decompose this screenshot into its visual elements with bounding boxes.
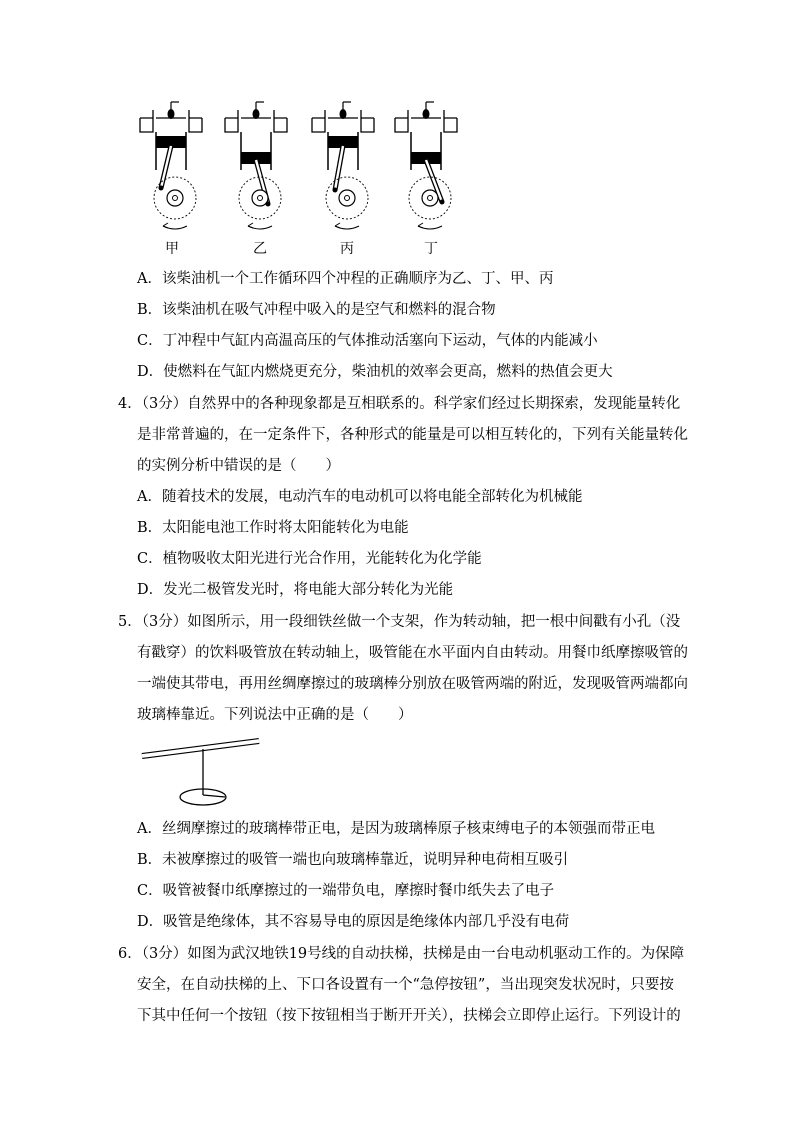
q4-option-a: A．随着技术的发展，电动汽车的电动机可以将电能全部转化为机械能 xyxy=(137,489,583,505)
q3-option-a: A．该柴油机一个工作循环四个冲程的正确顺序为乙、丁、甲、丙 xyxy=(137,271,554,287)
q5-option-b: B．未被摩擦过的吸管一端也向玻璃棒靠近，说明异种电荷相互吸引 xyxy=(137,852,569,868)
engine-strokes-figure xyxy=(135,98,465,260)
q4-stem-line-2: 是非常普遍的，在一定条件下，各种形式的能量是可以相互转化的，下列有关能量转化 xyxy=(137,427,688,443)
engine-label-bing: 丙 xyxy=(340,241,354,257)
q3-option-c: C．丁冲程中气缸内高温高压的气体推动活塞向下运动，气体的内能减小 xyxy=(137,333,598,349)
q6-stem-line-2: 安全，在自动扶梯的上、下口各设置有一个“急停按钮”，当出现突发状况时，只要按 xyxy=(137,977,674,993)
q4-option-d: D．发光二极管发光时，将电能大部分转化为光能 xyxy=(137,582,454,598)
q4-option-c: C．植物吸收太阳光进行光合作用，光能转化为化学能 xyxy=(137,551,482,567)
engine-yi xyxy=(225,102,287,229)
q5-stem-line-4: 玻璃棒靠近。下列说法中正确的是（ ） xyxy=(137,707,413,723)
q5-option-c: C．吸管被餐巾纸摩擦过的一端带负电，摩擦时餐巾纸失去了电子 xyxy=(137,883,555,899)
q6-stem-line-1: 6．（3分）如图为武汉地铁19号线的自动扶梯，扶梯是由一台电动机驱动工作的。为保障 xyxy=(118,946,685,962)
engine-ding xyxy=(395,102,457,229)
q5-stem-line-1: 5．（3分）如图所示，用一段细铁丝做一个支架，作为转动轴，把一根中间戳有小孔（没 xyxy=(118,614,681,630)
q4-stem-line-1: 4．（3分）自然界中的各种现象都是互相联系的。科学家们经过长期探索，发现能量转化 xyxy=(118,396,681,412)
straw xyxy=(142,741,259,756)
q5-option-d: D．吸管是绝缘体，其不容易导电的原因是绝缘体内部几乎没有电荷 xyxy=(137,914,570,930)
q4-option-b: B．太阳能电池工作时将太阳能转化为电能 xyxy=(137,520,409,536)
engine-jia xyxy=(140,102,202,229)
q3-option-b: B．该柴油机在吸气冲程中吸入的是空气和燃料的混合物 xyxy=(137,302,496,318)
straw-on-pivot-figure xyxy=(135,732,265,812)
q4-stem-line-3: 的实例分析中错误的是（ ） xyxy=(137,458,340,474)
q3-option-d: D．使燃料在气缸内燃烧更充分，柴油机的效率会更高，燃料的热值会更大 xyxy=(137,364,613,380)
engine-label-jia: 甲 xyxy=(165,241,179,257)
q5-stem-line-3: 一端使其带电，再用丝绸摩擦过的玻璃棒分别放在吸管两端的附近，发现吸管两端都向 xyxy=(137,676,688,692)
q5-stem-line-2: 有戳穿）的饮料吸管放在转动轴上，吸管能在水平面内自由转动。用餐巾纸摩擦吸管的 xyxy=(137,645,688,661)
engine-label-ding: 丁 xyxy=(424,241,438,257)
q6-stem-line-3: 下其中任何一个按钮（按下按钮相当于断开开关），扶梯会立即停止运行。下列设计的 xyxy=(137,1008,681,1024)
engine-bing xyxy=(312,102,374,229)
engine-label-yi: 乙 xyxy=(253,241,267,257)
q5-option-a: A．丝绸摩擦过的玻璃棒带正电，是因为玻璃棒原子核束缚电子的本领强而带正电 xyxy=(137,821,655,837)
